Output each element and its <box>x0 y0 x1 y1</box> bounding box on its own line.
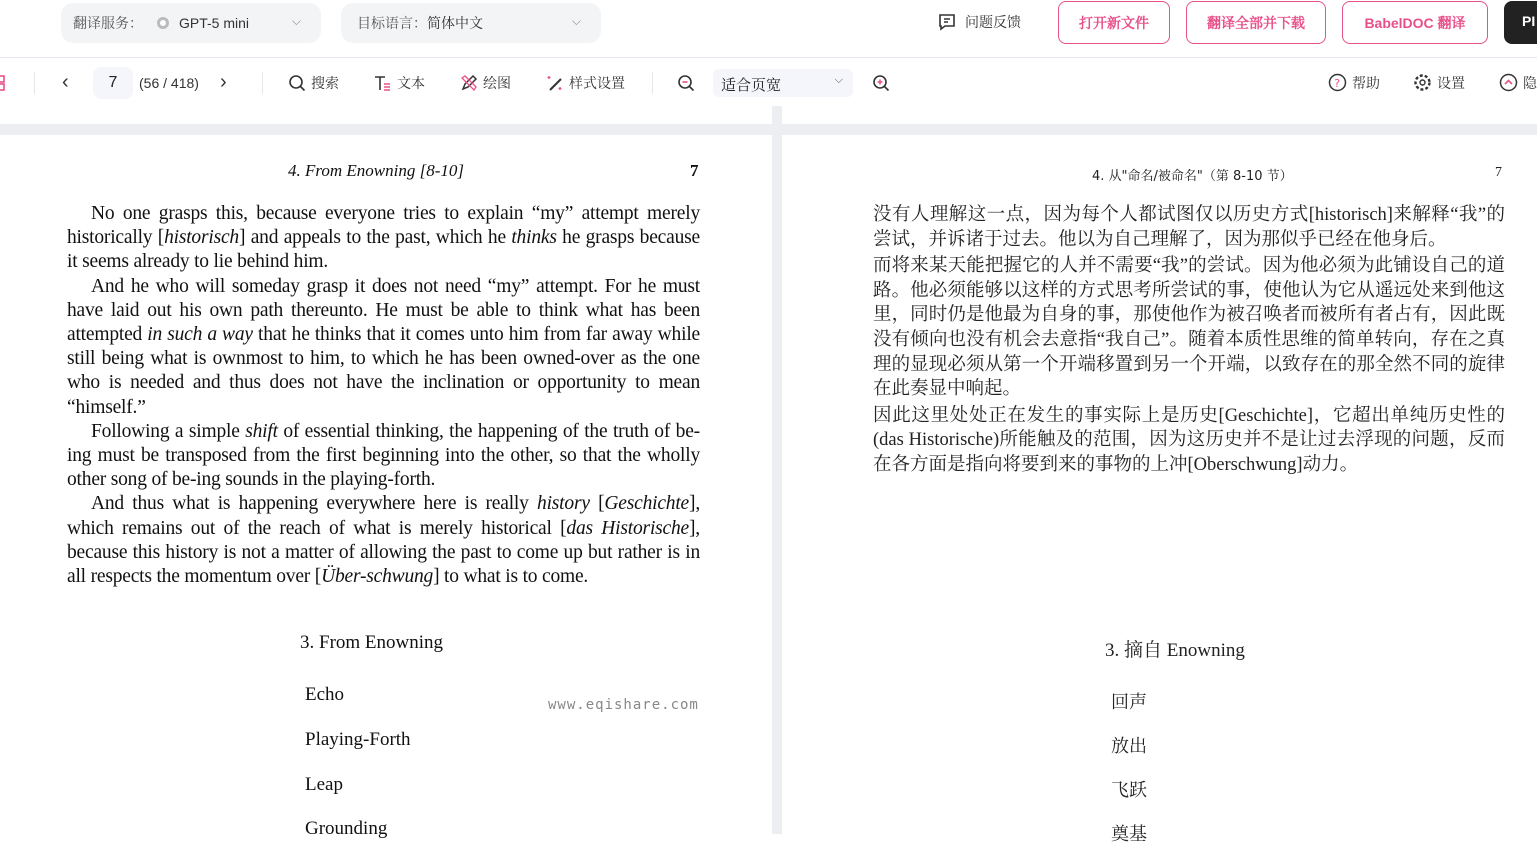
page-number: 7 <box>1495 165 1502 180</box>
viewer-top-band <box>0 124 1537 135</box>
feedback-icon <box>937 12 957 32</box>
draw-tool-button[interactable] <box>460 59 511 106</box>
text-tool-button[interactable] <box>374 59 425 106</box>
grid-icon <box>0 74 10 92</box>
hide-label: 隐 <box>1523 74 1537 91</box>
toolbar <box>0 59 1537 106</box>
feedback-label: 问题反馈 <box>965 14 1021 30</box>
zoom-in-icon <box>872 74 890 92</box>
text-run: ], which remains out of the reach of what is merely historical [ <box>67 493 700 539</box>
chevron-down-icon: ⌵ <box>291 14 301 28</box>
text-run: ] to what is to come. <box>433 566 589 588</box>
divider <box>262 72 263 94</box>
page-header: 4. 从"命名/被命名"（第 8-10 节） <box>1092 169 1293 184</box>
paragraph: 因此这里处处正在发生的事实际上是历史[Geschichte]，它超出单纯历史性的(das Historische)所能触及的范围，因为这历史并不是让过去浮现的问题，反而在各方面是指向将要到来的事物的上冲[Oberschwung]动力。 <box>873 405 1505 475</box>
text-run: ], because this history is not a matter of allowing the past to come up but rather is in all respects the momentum over [ <box>67 517 700 588</box>
zoom-in-button[interactable] <box>872 59 890 106</box>
draw-label: 绘图 <box>483 74 511 91</box>
settings-button[interactable] <box>1413 59 1465 106</box>
text-icon <box>374 74 392 92</box>
babeldoc-translate-button[interactable]: BabelDOC 翻译 <box>1342 1 1488 44</box>
next-page-button[interactable] <box>220 59 227 106</box>
italic-term: Geschichte <box>604 493 690 515</box>
chevron-up-circle-icon <box>1499 73 1518 92</box>
list-item: 回声 <box>1111 692 1147 712</box>
list-item: Leap <box>305 774 343 795</box>
chevron-left-icon: ‹ <box>62 71 69 93</box>
language-label: 目标语言： <box>357 15 427 31</box>
text-run: ] and appeals to the past, which he <box>239 227 512 249</box>
search-icon <box>288 74 306 92</box>
text-run: And he who will someday grasp it does not need “my” attempt. For he must have laid out his own path thereunto. He must be able to think what has been attempted <box>67 275 700 346</box>
zoom-select[interactable] <box>713 69 853 97</box>
paragraph: 而将来某天能把握它的人并不需要“我”的尝试。因为他必须为此铺设自己的道路。他必须能够以这样的方式思考所尝试的事，使他认为它从遥远处来到他这里，同时仍是他最为自身的事，那使他作为被召唤者而被所有者占有，因此既没有倾向也没有机会去意指“我自己”。随着本质性思维的简单转向，存在之真理的显现必须从第一个开端移置到另一个开端，以致存在的那全然不同的旋律在此奏显中响起。 <box>873 256 1505 400</box>
search-button[interactable] <box>288 59 339 106</box>
chevron-right-icon: › <box>220 71 227 93</box>
list-item: Echo <box>305 684 345 705</box>
pane-divider[interactable] <box>772 106 782 834</box>
paragraph <box>67 492 700 589</box>
list-item: 奠基 <box>1111 824 1147 844</box>
page-info: (56 / 418) <box>139 74 199 91</box>
text-run: he grasps because it seems already to lie behind him. <box>67 227 700 273</box>
chevron-down-icon: ⌵ <box>571 14 581 28</box>
dark-button[interactable]: PI <box>1504 1 1537 44</box>
magic-wand-icon <box>546 74 564 92</box>
italic-term: history <box>537 493 590 515</box>
help-button[interactable] <box>1328 59 1380 106</box>
page-number: 7 <box>690 161 699 180</box>
italic-term: historisch <box>164 227 239 249</box>
divider <box>652 72 653 94</box>
prev-page-button[interactable] <box>62 59 69 106</box>
list-item: 飞跃 <box>1111 780 1147 800</box>
section-heading: 3. 摘自 Enowning <box>1105 640 1245 661</box>
zoom-out-icon <box>677 74 695 92</box>
service-label: 翻译服务： <box>73 15 143 31</box>
translated-page <box>782 135 1537 844</box>
language-value: 简体中文 <box>427 15 483 31</box>
list-item: Playing-Forth <box>305 729 411 750</box>
text-run: No one grasps this, because everyone tries to explain “my” attempt merely historically [ <box>67 203 700 249</box>
help-icon <box>1328 73 1347 92</box>
list-item: Grounding <box>305 818 388 839</box>
gear-icon <box>1413 73 1432 92</box>
pencil-ruler-icon <box>460 74 478 92</box>
hide-button[interactable] <box>1499 59 1537 106</box>
openai-icon <box>157 17 169 29</box>
target-language-select[interactable] <box>341 3 601 43</box>
paragraph: 没有人理解这一点，因为每个人都试图仅以历史方式[historisch]来解释“我”的尝试，并诉诸于过去。他以为自己理解了，因为那似乎已经在他身后。 <box>873 205 1505 250</box>
watermark: www.eqishare.com <box>548 697 699 713</box>
paragraph <box>67 275 700 420</box>
list-item: 放出 <box>1111 736 1147 756</box>
svg-text:?: ? <box>1334 77 1341 90</box>
text-run: [ <box>589 493 605 515</box>
translation-service-select[interactable] <box>61 3 321 43</box>
paragraph <box>67 420 700 493</box>
original-page <box>0 135 772 839</box>
top-bar <box>0 0 1537 58</box>
open-file-button[interactable]: 打开新文件 <box>1058 1 1170 44</box>
italic-term: thinks <box>511 227 557 249</box>
text-run: that he thinks that it comes unto him from far away while still being what is ownmost to him, to which he has been owned-over as the one who is needed and thus does not have the inclination or opportunity to mean “himself.” <box>67 324 700 418</box>
text-run: of essential thinking, the happening of the truth of be-ing must be transposed from the first beginning into the other, so that the wholly other song of be-ing sounds in the playing-forth. <box>67 420 700 491</box>
feedback-button[interactable] <box>937 12 1021 32</box>
translate-all-download-button[interactable]: 翻译全部并下载 <box>1186 1 1326 44</box>
text-run: And thus what is happening everywhere here is really <box>91 493 538 515</box>
italic-term: das Historische <box>566 517 690 539</box>
text-label: 文本 <box>397 74 425 91</box>
section-heading: 3. From Enowning <box>300 632 444 653</box>
zoom-value: 适合页宽 <box>721 77 782 94</box>
grid-view-button[interactable] <box>0 59 10 106</box>
zoom-out-button[interactable] <box>677 59 695 106</box>
divider <box>34 72 35 94</box>
service-value: GPT-5 mini <box>179 15 250 31</box>
page-number-input[interactable]: 7 <box>93 67 133 99</box>
italic-term: in such a way <box>147 324 253 346</box>
translated-body <box>873 203 1505 480</box>
original-body <box>67 202 700 589</box>
page-header: 4. From Enowning [8-10] <box>288 161 464 180</box>
italic-term: shift <box>245 420 278 442</box>
chevron-down-icon: ⌵ <box>834 74 843 86</box>
italic-term: Über-schwung <box>321 566 434 588</box>
style-settings-label: 样式设置 <box>569 74 625 91</box>
style-settings-button[interactable] <box>546 59 625 106</box>
settings-label: 设置 <box>1437 74 1465 91</box>
search-label: 搜索 <box>311 74 339 91</box>
paragraph <box>67 202 700 275</box>
text-run: Following a simple <box>91 420 246 442</box>
help-label: 帮助 <box>1352 74 1380 91</box>
